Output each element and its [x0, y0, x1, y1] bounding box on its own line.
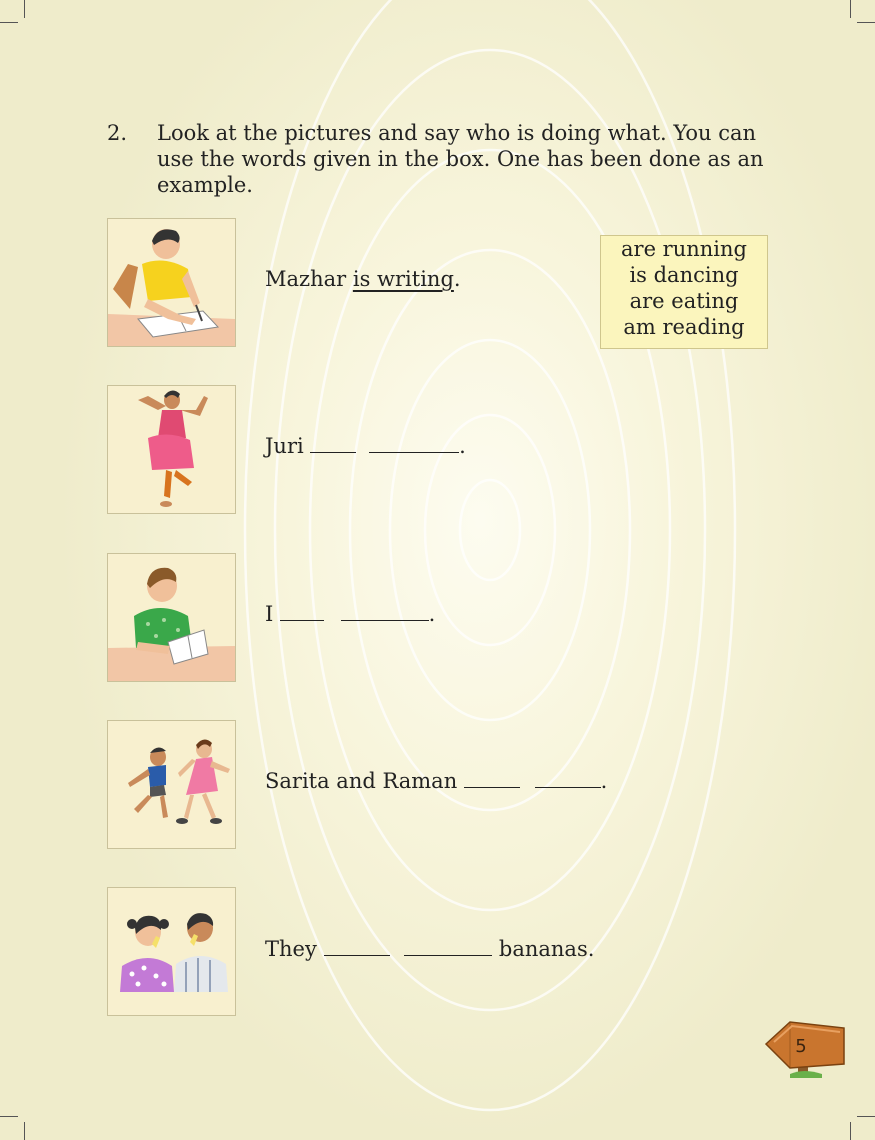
crop-mark: [857, 1116, 875, 1117]
word-option: are eating: [629, 289, 739, 313]
sentence-5: [265, 936, 594, 962]
question-number: 2.: [107, 121, 128, 145]
blank-field[interactable]: [280, 602, 324, 621]
boy-writing-illustration: [107, 218, 236, 347]
blank-field[interactable]: [324, 937, 390, 956]
sentence-2: [265, 433, 466, 459]
children-running-illustration: [107, 720, 236, 849]
sentence-subject: They: [265, 937, 317, 961]
instruction-text: Look at the pictures and say who is doing what. You can use the words given in the box. One has been done as an example.: [157, 121, 764, 197]
sentence-end: bananas.: [498, 937, 595, 961]
crop-mark: [857, 22, 875, 23]
boy-reading-illustration: [107, 553, 236, 682]
crop-mark: [850, 0, 851, 18]
word-option: are running: [621, 237, 747, 261]
blank-field[interactable]: [341, 602, 429, 621]
word-option: am reading: [623, 315, 745, 339]
crop-mark: [0, 1116, 18, 1117]
blank-field[interactable]: [404, 937, 492, 956]
sentence-3: [265, 601, 435, 627]
crop-mark: [24, 1122, 25, 1140]
crop-mark: [850, 1122, 851, 1140]
page-number: 5: [795, 1036, 807, 1057]
sentence-4: [265, 768, 607, 794]
word-option: is dancing: [629, 263, 739, 287]
sentence-example: [265, 266, 461, 292]
sentence-end: .: [453, 267, 461, 291]
blank-field[interactable]: [369, 434, 459, 453]
sentence-subject: I: [265, 602, 274, 626]
sentence-subject: Sarita and Raman: [265, 769, 458, 793]
girl-dancing-illustration: [107, 385, 236, 514]
blank-field[interactable]: [535, 769, 601, 788]
crop-mark: [0, 22, 18, 23]
sentence-end: .: [459, 434, 466, 458]
crop-mark: [24, 0, 25, 18]
children-eating-illustration: [107, 887, 236, 1016]
sentence-end: .: [428, 602, 436, 626]
example-answer: is writing: [352, 267, 454, 291]
sentence-subject: Mazhar: [265, 267, 347, 291]
blank-field[interactable]: [310, 434, 356, 453]
blank-field[interactable]: [464, 769, 520, 788]
word-box: [600, 235, 768, 349]
sentence-subject: Juri: [265, 434, 304, 458]
sentence-end: .: [600, 769, 608, 793]
